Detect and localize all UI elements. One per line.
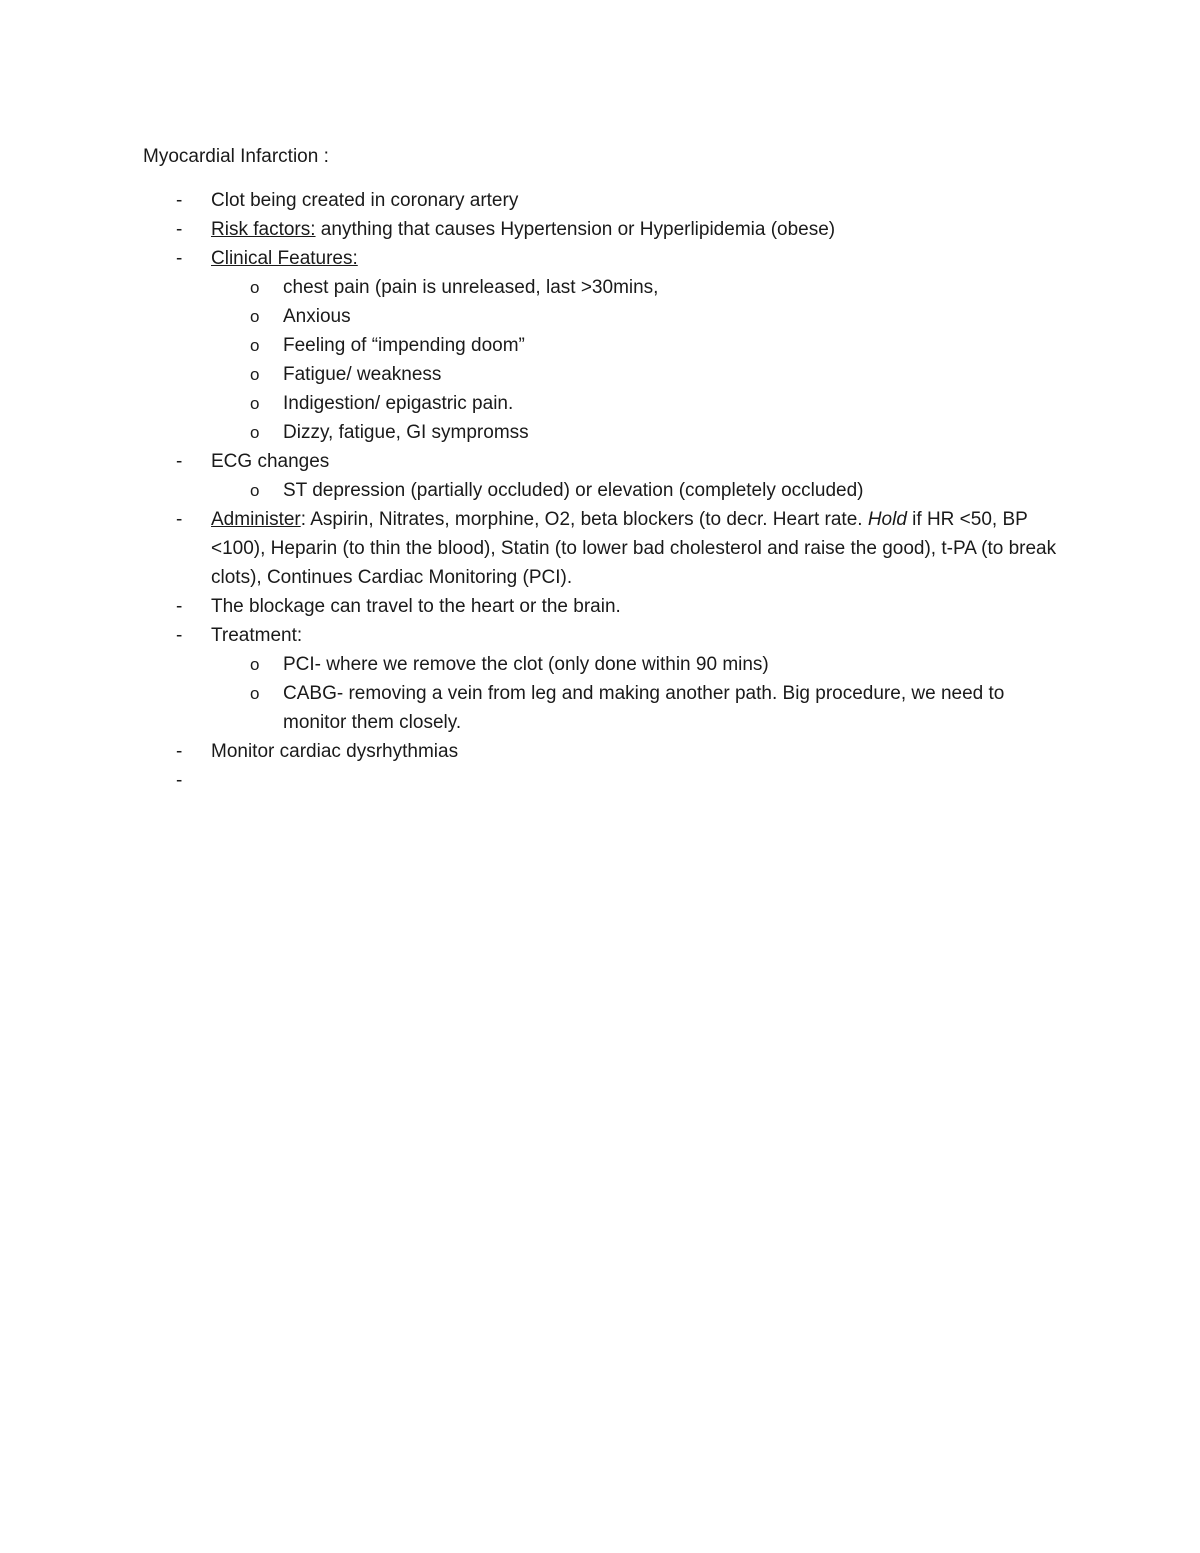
- circle-bullet: o: [250, 336, 260, 355]
- circle-bullet: o: [250, 365, 260, 384]
- dash-bullet: -: [176, 625, 183, 646]
- item-text: Monitor cardiac dysrhythmias: [211, 741, 459, 762]
- sub-list-item: [0, 389, 1200, 418]
- list-item: [0, 186, 1200, 215]
- circle-bullet: o: [250, 655, 260, 674]
- item-text: Indigestion/ epigastric pain.: [283, 393, 514, 414]
- clinical-features-label: Clinical Features:: [211, 248, 358, 269]
- list-item: [0, 621, 1200, 650]
- administer-label: Administer: [211, 509, 301, 530]
- sub-list-item: [0, 476, 1200, 505]
- item-text: Feeling of “impending doom”: [283, 335, 525, 356]
- sub-list-item: [0, 679, 1200, 737]
- risk-factors-text: anything that causes Hypertension or Hyperlipidemia (obese): [315, 219, 836, 240]
- circle-bullet: o: [250, 307, 260, 326]
- item-text: [211, 766, 1071, 795]
- circle-bullet: o: [250, 684, 260, 703]
- administer-text-continued: if HR <50, BP <100), Heparin (to thin the blood), Statin (to lower bad cholesterol and raise the good), t-PA (to break clots), Continues Cardiac Monitoring (PCI).: [211, 509, 1057, 588]
- dash-bullet: -: [176, 248, 183, 269]
- dash-bullet: -: [176, 190, 183, 211]
- dash-bullet: -: [176, 770, 183, 791]
- item-text: ST depression (partially occluded) or elevation (completely occluded): [283, 480, 864, 501]
- item-text: Treatment:: [211, 625, 303, 646]
- administer-text: : Aspirin, Nitrates, morphine, O2, beta blockers (to decr. Heart rate.: [300, 509, 868, 530]
- dash-bullet: -: [176, 451, 183, 472]
- notes-list: [0, 186, 1200, 795]
- risk-factors-label: Risk factors:: [211, 219, 316, 240]
- item-text: ECG changes: [211, 451, 330, 472]
- circle-bullet: o: [250, 481, 260, 500]
- item-text: Anxious: [283, 306, 351, 327]
- list-item: [0, 766, 1200, 795]
- sub-list-item: [0, 302, 1200, 331]
- sub-list-item: [0, 650, 1200, 679]
- item-text: [211, 505, 1071, 592]
- item-text: CABG- removing a vein from leg and making another path. Big procedure, we need to monitor them closely.: [283, 683, 1005, 733]
- list-item: [0, 244, 1200, 273]
- sub-list-item: [0, 273, 1200, 302]
- list-item: [0, 505, 1200, 592]
- sub-list-item: [0, 360, 1200, 389]
- sub-list-item: [0, 331, 1200, 360]
- dash-bullet: -: [176, 596, 183, 617]
- item-text: The blockage can travel to the heart or the brain.: [211, 596, 621, 617]
- dash-bullet: -: [176, 741, 183, 762]
- list-item: [0, 447, 1200, 476]
- dash-bullet: -: [176, 509, 183, 530]
- item-text: Clot being created in coronary artery: [211, 190, 519, 211]
- item-text: PCI- where we remove the clot (only done within 90 mins): [283, 654, 769, 675]
- sub-list-item: [0, 418, 1200, 447]
- circle-bullet: o: [250, 394, 260, 413]
- item-text: Fatigue/ weakness: [283, 364, 442, 385]
- page-title: Myocardial Infarction :: [143, 146, 329, 167]
- circle-bullet: o: [250, 278, 260, 297]
- circle-bullet: o: [250, 423, 260, 442]
- item-text: [211, 215, 1071, 244]
- item-text: chest pain (pain is unreleased, last >30mins,: [283, 277, 659, 298]
- item-text: Dizzy, fatigue, GI sympromss: [283, 422, 529, 443]
- list-item: [0, 215, 1200, 244]
- list-item: [0, 592, 1200, 621]
- hold-text: Hold: [867, 509, 907, 530]
- list-item: [0, 737, 1200, 766]
- dash-bullet: -: [176, 219, 183, 240]
